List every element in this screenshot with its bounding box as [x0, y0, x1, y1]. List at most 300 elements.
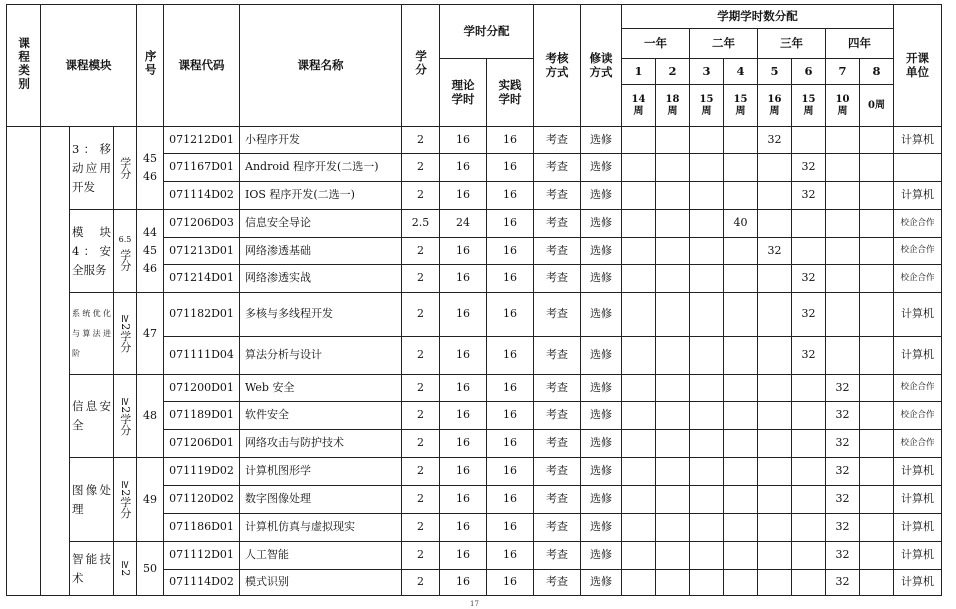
semester-4-hours — [724, 293, 758, 337]
course-code: 071112D01 — [164, 542, 240, 570]
semester-6: 6 — [792, 59, 826, 85]
course-credit: 2 — [402, 127, 440, 154]
offering-unit: 校企合作 — [894, 375, 942, 402]
theory-hours: 16 — [440, 265, 487, 293]
semester-5-hours — [758, 430, 792, 458]
semester-1-hours — [622, 154, 656, 182]
course-name: 信息安全导论 — [240, 210, 402, 238]
semester-7-hours: 32 — [826, 402, 860, 430]
practice-hours: 16 — [487, 182, 534, 210]
semester-8-hours — [860, 127, 894, 154]
course-name: 网络渗透实战 — [240, 265, 402, 293]
practice-hours: 16 — [487, 293, 534, 337]
offering-unit — [894, 154, 942, 182]
semester-7-hours — [826, 293, 860, 337]
table-row — [7, 542, 942, 570]
study-method: 选修 — [581, 154, 622, 182]
course-code: 071214D01 — [164, 265, 240, 293]
course-name: 数字图像处理 — [240, 486, 402, 514]
theory-hours: 16 — [440, 542, 487, 570]
semester-2-hours — [656, 265, 690, 293]
theory-hours: 16 — [440, 486, 487, 514]
study-method: 选修 — [581, 375, 622, 402]
semester-3-hours — [690, 210, 724, 238]
course-code: 071120D02 — [164, 486, 240, 514]
practice-hours: 16 — [487, 402, 534, 430]
semester-4-hours — [724, 238, 758, 265]
course-name: 模式识别 — [240, 570, 402, 596]
theory-hours: 16 — [440, 514, 487, 542]
module-name: 3：移动应用开发 — [70, 127, 114, 210]
semester-8-hours — [860, 430, 894, 458]
module-credit — [114, 375, 137, 458]
exam-method: 考查 — [534, 293, 581, 337]
semester-7: 7 — [826, 59, 860, 85]
semester-5-hours — [758, 293, 792, 337]
credit-header: 学分 — [402, 5, 440, 127]
semester-6-hours: 32 — [792, 293, 826, 337]
semester-7-hours — [826, 265, 860, 293]
semester-5-hours — [758, 182, 792, 210]
semester-5-hours — [758, 542, 792, 570]
semester-2-hours — [656, 402, 690, 430]
course-credit: 2 — [402, 238, 440, 265]
semester-6-hours — [792, 402, 826, 430]
semester-3-hours — [690, 337, 724, 375]
module-credit-note: ≥2 — [118, 560, 132, 577]
semester-3: 3 — [690, 59, 724, 85]
weeks-1: 14周 — [622, 85, 656, 127]
semester-3-hours — [690, 375, 724, 402]
semester-7-hours: 32 — [826, 486, 860, 514]
semester-3-hours — [690, 542, 724, 570]
semester-4: 4 — [724, 59, 758, 85]
semester-8-hours — [860, 238, 894, 265]
module-credit-note: ≥2学分 — [118, 480, 132, 519]
course-name: 多核与多线程开发 — [240, 293, 402, 337]
exam-method: 考查 — [534, 265, 581, 293]
study-method: 选修 — [581, 127, 622, 154]
semester-1-hours — [622, 127, 656, 154]
course-credit: 2 — [402, 293, 440, 337]
semester-7-hours: 32 — [826, 458, 860, 486]
offering-unit: 计算机 — [894, 127, 942, 154]
semester-7-hours: 32 — [826, 375, 860, 402]
semester-2-hours — [656, 154, 690, 182]
exam-method: 考查 — [534, 375, 581, 402]
semester-6-hours — [792, 430, 826, 458]
semester-6-hours — [792, 570, 826, 596]
course-name: Web 安全 — [240, 375, 402, 402]
exam-method: 考查 — [534, 570, 581, 596]
module-seq: 45 46 — [137, 127, 164, 210]
offering-unit: 计算机 — [894, 182, 942, 210]
course-name: 算法分析与设计 — [240, 337, 402, 375]
course-credit: 2 — [402, 542, 440, 570]
semester-3-hours — [690, 293, 724, 337]
semester-8-hours — [860, 542, 894, 570]
practice-hours: 16 — [487, 458, 534, 486]
semester-3-hours — [690, 402, 724, 430]
theory-hours: 16 — [440, 154, 487, 182]
semester-8-hours — [860, 486, 894, 514]
semester-6-hours: 32 — [792, 182, 826, 210]
study-method: 选修 — [581, 458, 622, 486]
semester-3-hours — [690, 430, 724, 458]
study-method: 选修 — [581, 293, 622, 337]
semester-1-hours — [622, 486, 656, 514]
course-code: 071114D02 — [164, 570, 240, 596]
semester-2-hours — [656, 337, 690, 375]
semester-1-hours — [622, 265, 656, 293]
semester-6-hours — [792, 127, 826, 154]
offering-unit: 计算机 — [894, 542, 942, 570]
semester-4-hours — [724, 154, 758, 182]
module-seq: 50 — [137, 542, 164, 596]
semester-2-hours — [656, 182, 690, 210]
semester-1-hours — [622, 542, 656, 570]
module-name: 图像处理 — [70, 458, 114, 542]
study-method: 选修 — [581, 570, 622, 596]
semester-2-hours — [656, 486, 690, 514]
semester-3-hours — [690, 486, 724, 514]
semester-5-hours — [758, 210, 792, 238]
semester-5-hours — [758, 337, 792, 375]
semester-1-hours — [622, 293, 656, 337]
semester-1-hours — [622, 402, 656, 430]
course-credit: 2 — [402, 265, 440, 293]
exam-method: 考查 — [534, 402, 581, 430]
course-credit: 2 — [402, 402, 440, 430]
offering-unit: 计算机 — [894, 337, 942, 375]
module-name: 系统优化与算法进阶 — [70, 293, 114, 375]
module-credit-note: 学分 — [118, 249, 132, 271]
semester-6-hours — [792, 458, 826, 486]
module-credit-note: 学分 — [118, 157, 132, 179]
page-number: 17 — [470, 600, 479, 608]
semester-5-hours — [758, 375, 792, 402]
exam-header: 考核方式 — [534, 5, 581, 127]
module-seq: 49 — [137, 458, 164, 542]
theory-hours: 16 — [440, 127, 487, 154]
course-name: 网络渗透基础 — [240, 238, 402, 265]
exam-method: 考查 — [534, 182, 581, 210]
weeks-6: 15周 — [792, 85, 826, 127]
study-method: 选修 — [581, 238, 622, 265]
semester-2-hours — [656, 430, 690, 458]
semester-2-hours — [656, 210, 690, 238]
semester-1-hours — [622, 182, 656, 210]
module-credit — [114, 458, 137, 542]
course-credit: 2 — [402, 430, 440, 458]
semester-3-hours — [690, 570, 724, 596]
semester-5-hours — [758, 486, 792, 514]
practice-hours: 16 — [487, 542, 534, 570]
semester-6-hours — [792, 542, 826, 570]
semester-5-hours — [758, 514, 792, 542]
semester-3-hours — [690, 154, 724, 182]
practice-hours: 16 — [487, 375, 534, 402]
exam-method: 考查 — [534, 337, 581, 375]
semester-2-hours — [656, 514, 690, 542]
semester-1: 1 — [622, 59, 656, 85]
semester-1-hours — [622, 430, 656, 458]
semester-2-hours — [656, 375, 690, 402]
semester-4-hours — [724, 375, 758, 402]
table-row — [7, 210, 942, 238]
semester-4-hours — [724, 458, 758, 486]
semester-6-hours — [792, 238, 826, 265]
semester-8-hours — [860, 154, 894, 182]
course-code: 071111D04 — [164, 337, 240, 375]
table-row — [7, 458, 942, 486]
semester-2-hours — [656, 238, 690, 265]
course-code: 071186D01 — [164, 514, 240, 542]
weeks-4: 15周 — [724, 85, 758, 127]
curriculum-table — [6, 4, 942, 596]
weeks-5: 16周 — [758, 85, 792, 127]
study-method: 选修 — [581, 337, 622, 375]
course-code: 071167D01 — [164, 154, 240, 182]
practice-hours: 16 — [487, 238, 534, 265]
offering-unit: 校企合作 — [894, 238, 942, 265]
theory-hours: 16 — [440, 238, 487, 265]
study-method: 选修 — [581, 486, 622, 514]
semester-5-hours — [758, 402, 792, 430]
exam-method: 考查 — [534, 542, 581, 570]
course-credit: 2.5 — [402, 210, 440, 238]
semester-4-hours — [724, 182, 758, 210]
module-name: 智能技术 — [70, 542, 114, 596]
semester-7-hours — [826, 182, 860, 210]
semester-3-hours — [690, 458, 724, 486]
semester-alloc-header: 学期学时数分配 — [622, 5, 894, 29]
category-cell — [7, 127, 41, 596]
course-code: 071200D01 — [164, 375, 240, 402]
table-row — [7, 293, 942, 337]
semester-4-hours — [724, 265, 758, 293]
semester-6-hours: 32 — [792, 265, 826, 293]
exam-method: 考查 — [534, 127, 581, 154]
weeks-3: 15周 — [690, 85, 724, 127]
exam-method: 考查 — [534, 486, 581, 514]
semester-7-hours — [826, 127, 860, 154]
course-credit: 2 — [402, 182, 440, 210]
study-method: 选修 — [581, 210, 622, 238]
module-credit-note: ≥2学分 — [118, 314, 132, 353]
semester-7-hours — [826, 154, 860, 182]
practice-hours: 16 — [487, 265, 534, 293]
semester-4-hours — [724, 514, 758, 542]
module-name: 信息安全 — [70, 375, 114, 458]
semester-8-hours — [860, 514, 894, 542]
theory-header: 理论学时 — [440, 59, 487, 127]
semester-6-hours — [792, 514, 826, 542]
practice-hours: 16 — [487, 570, 534, 596]
theory-hours: 16 — [440, 570, 487, 596]
course-credit: 2 — [402, 570, 440, 596]
semester-8-hours — [860, 375, 894, 402]
course-credit: 2 — [402, 458, 440, 486]
module-credit — [114, 293, 137, 375]
semester-8-hours — [860, 402, 894, 430]
semester-4-hours: 40 — [724, 210, 758, 238]
year-1-header: 一年 — [622, 29, 690, 59]
semester-6-hours: 32 — [792, 154, 826, 182]
module-credit-note: ≥2学分 — [118, 396, 132, 436]
semester-5-hours — [758, 570, 792, 596]
semester-1-hours — [622, 337, 656, 375]
study-method: 选修 — [581, 402, 622, 430]
offering-unit: 校企合作 — [894, 402, 942, 430]
name-header: 课程名称 — [240, 5, 402, 127]
semester-7-hours: 32 — [826, 570, 860, 596]
course-code: 071206D01 — [164, 430, 240, 458]
semester-8-hours — [860, 458, 894, 486]
module-credit-small: 6.5 — [118, 235, 132, 244]
semester-3-hours — [690, 127, 724, 154]
study-header: 修读方式 — [581, 5, 622, 127]
semester-2-hours — [656, 458, 690, 486]
semester-7-hours — [826, 238, 860, 265]
semester-7-hours — [826, 210, 860, 238]
offering-unit: 计算机 — [894, 514, 942, 542]
weeks-2: 18周 — [656, 85, 690, 127]
semester-2-hours — [656, 542, 690, 570]
table-row — [7, 375, 942, 402]
semester-7-hours: 32 — [826, 514, 860, 542]
course-code: 071213D01 — [164, 238, 240, 265]
semester-4-hours — [724, 430, 758, 458]
course-rows — [7, 127, 942, 596]
exam-method: 考查 — [534, 458, 581, 486]
course-name: IOS 程序开发(二选一) — [240, 182, 402, 210]
semester-5-hours — [758, 458, 792, 486]
semester-4-hours — [724, 542, 758, 570]
course-credit: 2 — [402, 514, 440, 542]
theory-hours: 24 — [440, 210, 487, 238]
semester-5: 5 — [758, 59, 792, 85]
module-credit — [114, 210, 137, 293]
semester-2-hours — [656, 570, 690, 596]
offering-unit: 校企合作 — [894, 430, 942, 458]
code-header: 课程代码 — [164, 5, 240, 127]
semester-6-hours — [792, 486, 826, 514]
offering-unit: 校企合作 — [894, 210, 942, 238]
exam-method: 考查 — [534, 210, 581, 238]
semester-6-hours — [792, 375, 826, 402]
course-code: 071206D03 — [164, 210, 240, 238]
semester-8-hours — [860, 570, 894, 596]
practice-hours: 16 — [487, 514, 534, 542]
semester-3-hours — [690, 265, 724, 293]
semester-8: 8 — [860, 59, 894, 85]
exam-method: 考查 — [534, 238, 581, 265]
semester-7-hours: 32 — [826, 430, 860, 458]
semester-5-hours: 32 — [758, 238, 792, 265]
offering-unit: 计算机 — [894, 458, 942, 486]
module-seq: 48 — [137, 375, 164, 458]
semester-3-hours — [690, 238, 724, 265]
year-2-header: 二年 — [690, 29, 758, 59]
course-code: 071182D01 — [164, 293, 240, 337]
course-name: 计算机仿真与虚拟现实 — [240, 514, 402, 542]
theory-hours: 16 — [440, 337, 487, 375]
module-seq: 47 — [137, 293, 164, 375]
weeks-7: 10周 — [826, 85, 860, 127]
semester-2: 2 — [656, 59, 690, 85]
semester-4-hours — [724, 570, 758, 596]
theory-hours: 16 — [440, 458, 487, 486]
practice-hours: 16 — [487, 486, 534, 514]
course-name: 小程序开发 — [240, 127, 402, 154]
semester-1-hours — [622, 458, 656, 486]
semester-5-hours: 32 — [758, 127, 792, 154]
semester-4-hours — [724, 127, 758, 154]
semester-6-hours: 32 — [792, 337, 826, 375]
module-header: 课程模块 — [41, 5, 137, 127]
practice-hours: 16 — [487, 127, 534, 154]
practice-hours: 16 — [487, 430, 534, 458]
semester-1-hours — [622, 570, 656, 596]
course-name: Android 程序开发(二选一) — [240, 154, 402, 182]
semester-7-hours: 32 — [826, 542, 860, 570]
offering-unit: 计算机 — [894, 486, 942, 514]
module-credit — [114, 127, 137, 210]
semester-8-hours — [860, 293, 894, 337]
offering-unit: 校企合作 — [894, 265, 942, 293]
course-name: 人工智能 — [240, 542, 402, 570]
theory-hours: 16 — [440, 293, 487, 337]
exam-method: 考查 — [534, 154, 581, 182]
semester-4-hours — [724, 337, 758, 375]
course-code: 071119D02 — [164, 458, 240, 486]
study-method: 选修 — [581, 542, 622, 570]
exam-method: 考查 — [534, 430, 581, 458]
semester-3-hours — [690, 182, 724, 210]
practice-hours: 16 — [487, 337, 534, 375]
semester-1-hours — [622, 514, 656, 542]
module-seq: 44 45 46 — [137, 210, 164, 293]
semester-4-hours — [724, 402, 758, 430]
semester-8-hours — [860, 337, 894, 375]
hours-alloc-header: 学时分配 — [440, 5, 534, 59]
theory-hours: 16 — [440, 375, 487, 402]
semester-1-hours — [622, 375, 656, 402]
study-method: 选修 — [581, 430, 622, 458]
course-code: 071114D02 — [164, 182, 240, 210]
exam-method: 考查 — [534, 514, 581, 542]
semester-5-hours — [758, 265, 792, 293]
year-4-header: 四年 — [826, 29, 894, 59]
semester-2-hours — [656, 293, 690, 337]
weeks-8: 0周 — [860, 85, 894, 127]
module-credit — [114, 542, 137, 596]
course-credit: 2 — [402, 375, 440, 402]
practice-hours: 16 — [487, 210, 534, 238]
seq-header: 序号 — [137, 5, 164, 127]
theory-hours: 16 — [440, 430, 487, 458]
theory-hours: 16 — [440, 402, 487, 430]
semester-4-hours — [724, 486, 758, 514]
study-method: 选修 — [581, 182, 622, 210]
study-method: 选修 — [581, 514, 622, 542]
semester-8-hours — [860, 210, 894, 238]
subcategory-cell — [41, 127, 70, 596]
semester-2-hours — [656, 127, 690, 154]
category-header: 课程类别 — [7, 5, 41, 127]
course-code: 071189D01 — [164, 402, 240, 430]
